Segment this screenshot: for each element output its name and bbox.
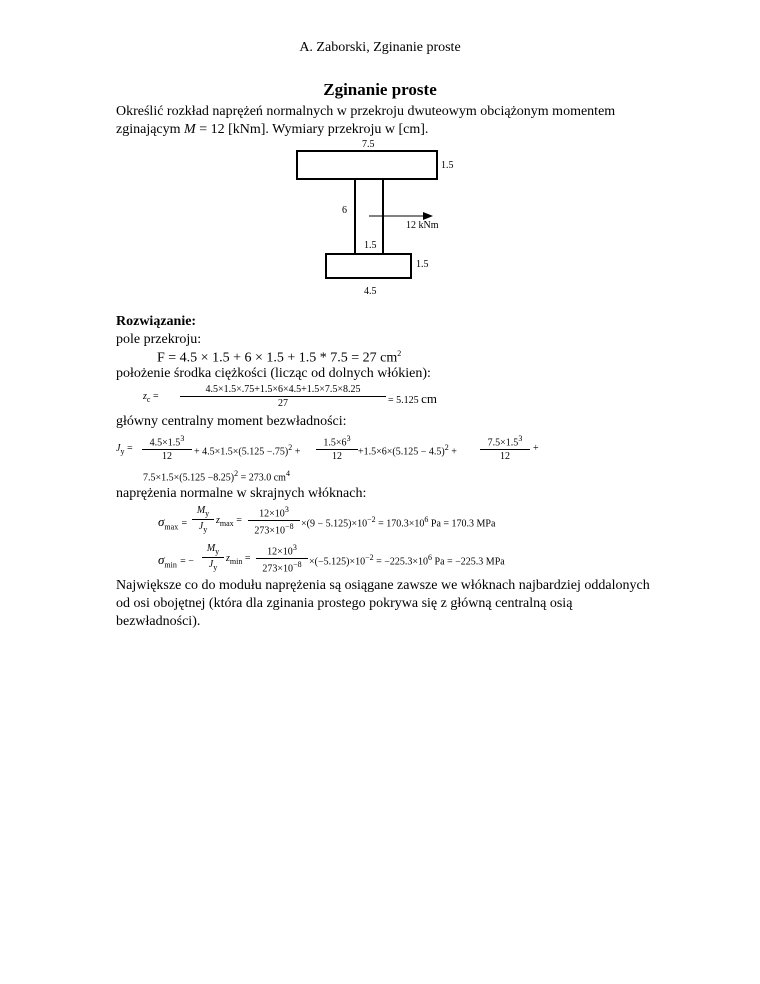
label-web-width: 1.5 xyxy=(364,240,377,251)
label-bottom-flange-width: 4.5 xyxy=(364,286,377,297)
moment-symbol: M xyxy=(184,122,196,137)
zc-symbol: $z_c$ = xyxy=(143,391,159,404)
label-bottom-flange-height: 1.5 xyxy=(416,259,429,270)
stress-label: naprężenia normalne w skrajnych włóknach: xyxy=(116,486,367,501)
jy-term-2: $+1.5\times 6\times(5.125 - 4.5)^2$ + xyxy=(358,443,457,458)
jy-fraction-1: $\frac{4.5\times 1.5^3}{12}$ xyxy=(142,434,192,462)
sigma-max-result: $\times(9 - 5.125)\times 10^{-2} = 170.3\times 10^6$ Pa = 170.3 MPa xyxy=(301,515,496,530)
area-formula: F = 4.5 × 1.5 + 6 × 1.5 + 1.5 * 7.5 = 27 $cm^2$ xyxy=(157,349,402,366)
intro-line2a: zginającym xyxy=(116,122,185,137)
jy-term-line2: $7.5\times 1.5\times(5.125 -8.25)^2 = 273.0$ $cm^4$ xyxy=(143,469,290,484)
label-web-height: 6 xyxy=(342,205,347,216)
label-top-flange-height: 1.5 xyxy=(441,160,454,171)
sigma-min-symbol: $\sigma_{min}$ = − xyxy=(158,552,194,570)
closing-paragraph: Największe co do modułu naprężenia są osiągane zawsze we włóknach najbardziej oddalonych od osi obojętnej (która dla zginania prostego pokrywa się z główną centralną osią bezwładności). xyxy=(116,578,650,629)
jy-plus: + xyxy=(533,443,539,454)
sigma-max-my-over-jy: $\frac{M_y}{J_y}$ xyxy=(192,505,214,534)
sigma-max-z: $z_{max}$ = xyxy=(216,515,242,528)
cross-section-diagram xyxy=(0,0,760,330)
sigma-max-fraction: $\frac{12\times 10^3}{273\times 10^{-8}}$ xyxy=(248,505,300,537)
page-header: A. Zaborski, Zginanie proste xyxy=(299,40,461,55)
intro-line2b: = 12 [kNm]. Wymiary przekroju w [cm]. xyxy=(195,122,429,137)
label-moment: 12 kNm xyxy=(406,220,439,231)
zc-fraction: $\frac{4.5\times 1.5\times.75+1.5\times 6\times 4.5+1.5\times 7.5\times 8.25}{27}$ xyxy=(180,384,386,409)
sigma-max-symbol: $\sigma_{max}$ = xyxy=(158,514,188,532)
sigma-min-my-over-jy: $\frac{M_y}{J_y}$ xyxy=(202,543,224,572)
jy-term-1: + $4.5\times 1.5\times(5.125 -.75)^2$ + xyxy=(194,443,301,458)
moment-arrow-head xyxy=(423,212,433,220)
label-top-flange-width: 7.5 xyxy=(362,139,375,150)
sigma-min-result: $\times(-5.125)\times 10^{-2} = -225.3\times 10^6$ Pa = −225.3 MPa xyxy=(309,553,505,568)
zc-result: = 5.125 cm xyxy=(388,391,438,406)
solution-heading: Rozwiązanie: xyxy=(116,314,197,329)
area-label: pole przekroju: xyxy=(116,332,202,347)
intro-line1: Określić rozkład naprężeń normalnych w przekroju dwuteowym obciążonym momentem xyxy=(116,104,616,119)
jy-symbol: $J_y$ = xyxy=(116,443,133,456)
page-title: Zginanie proste xyxy=(323,80,437,99)
sigma-min-z: $z_{min}$ = xyxy=(226,553,251,566)
sigma-min-fraction: $\frac{12\times 10^3}{273\times 10^{-8}}$ xyxy=(256,543,308,575)
centroid-label: położenie środka ciężkości (licząc od dolnych włókien): xyxy=(116,366,431,381)
top-flange xyxy=(297,151,437,179)
moment-of-inertia-label: główny centralny moment bezwładności: xyxy=(116,414,347,429)
bottom-flange xyxy=(326,254,411,278)
jy-fraction-3: $\frac{7.5\times 1.5^3}{12}$ xyxy=(480,434,530,462)
jy-fraction-2: $\frac{1.5\times 6^3}{12}$ xyxy=(316,434,358,462)
